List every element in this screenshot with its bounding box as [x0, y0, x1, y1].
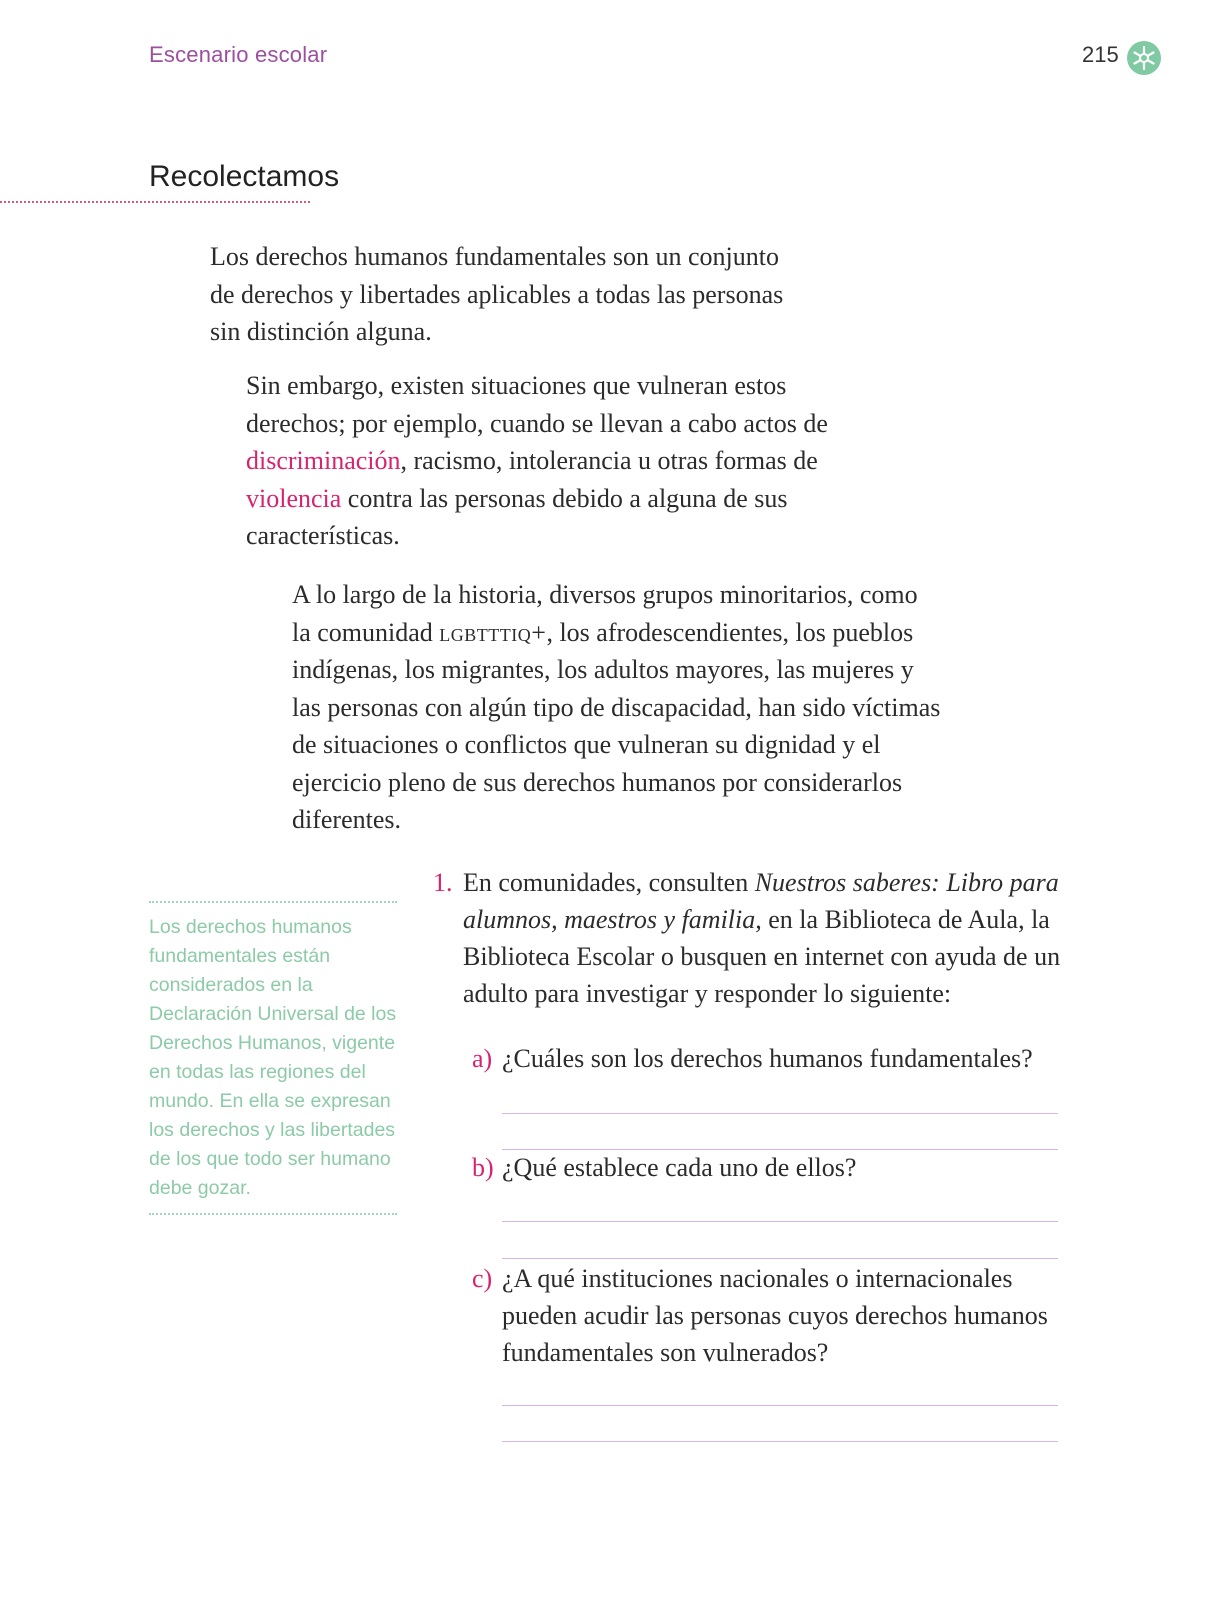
- question-text: ¿A qué instituciones nacionales o internacionales pueden acudir las personas cuyos derechos humanos fundamentales son vulnerados?: [502, 1264, 1048, 1367]
- answer-line-c2[interactable]: [502, 1441, 1058, 1442]
- question-letter: b): [472, 1153, 494, 1182]
- snowflake-badge-icon: [1126, 40, 1162, 76]
- answer-line-b2[interactable]: [502, 1258, 1058, 1259]
- paragraph-text: Sin embargo, existen situaciones que vulneran estos derechos; por ejemplo, cuando se llevan a cabo actos de: [246, 371, 828, 438]
- paragraph-history: [292, 576, 942, 839]
- glossary-term-discrimination[interactable]: discriminación: [246, 446, 401, 475]
- glossary-term-violence[interactable]: violencia: [246, 483, 342, 513]
- answer-line-c1[interactable]: [502, 1405, 1058, 1406]
- question-text: ¿Qué establece cada uno de ellos?: [502, 1153, 857, 1182]
- paragraph-intro: Los derechos humanos fundamentales son un conjunto de derechos y libertades aplicables a todas las personas sin distinción alguna.: [210, 242, 784, 346]
- question-letter: c): [472, 1264, 493, 1293]
- activity-text: [463, 864, 1073, 1012]
- question-text: ¿Cuáles son los derechos humanos fundamentales?: [502, 1044, 1033, 1073]
- activity-number: 1.: [433, 868, 453, 897]
- header-section-name: Escenario escolar: [149, 42, 328, 67]
- sidebar-note: Los derechos humanos fundamentales están considerados en la Declaración Universal de los Derechos Humanos, vigente en todas las regiones del mundo. En ella se expresan los derechos y las libertades de los que todo ser humano debe gozar.: [149, 901, 397, 1215]
- paragraph-text: , racismo, intolerancia u otras formas de: [400, 446, 818, 475]
- paragraph-text: contra las personas debido a alguna de sus características.: [246, 483, 788, 550]
- answer-line-b1[interactable]: [502, 1221, 1058, 1222]
- section-title: Recolectamos: [149, 160, 340, 193]
- question-letter: a): [472, 1044, 493, 1073]
- paragraph-text: , los afrodescendientes, los pueblos indígenas, los migrantes, los adultos mayores, las mujeres y las personas con algún tipo de discapacidad, han sido víctimas de situaciones o conflictos que vulneran su dignidad y el ejercicio pleno de sus derechos humanos por considerarlos diferentes.: [292, 617, 941, 834]
- paragraph-violations: [246, 367, 866, 555]
- activity-text-end: en la Biblioteca de Aula, la Biblioteca Escolar o busquen en internet con ayuda de un adulto para investigar y responder lo siguiente:: [463, 905, 1061, 1008]
- acronym-lgbt: lgbtttiq+: [439, 617, 547, 647]
- page-number: 215: [1082, 42, 1119, 67]
- paragraph-text: A lo largo de la historia, diversos grupos minoritarios, como la comunidad: [292, 580, 918, 647]
- title-underline: [0, 201, 310, 203]
- answer-line-a1[interactable]: [502, 1113, 1058, 1114]
- book-title: Nuestros saberes: Libro para alumnos, maestros y familia,: [463, 868, 1059, 934]
- activity-text-start: En comunidades, consulten: [463, 868, 755, 897]
